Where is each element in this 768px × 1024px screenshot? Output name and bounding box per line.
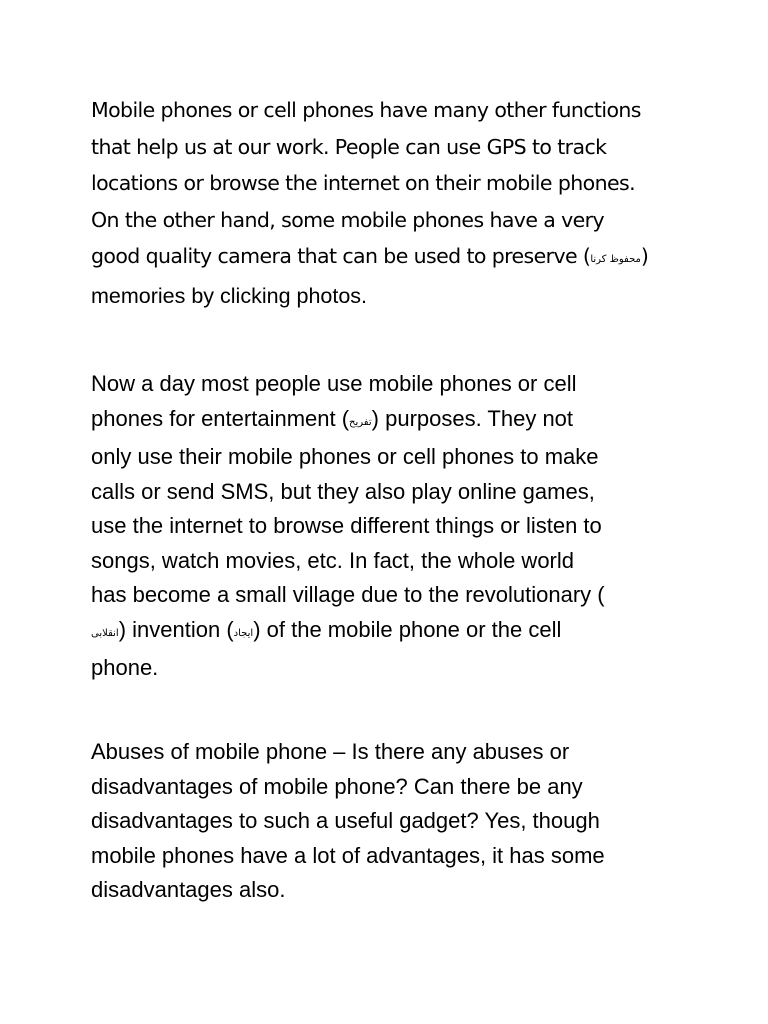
text-line: Mobile phones or cell phones have many other functions	[91, 98, 641, 122]
text-line: disadvantages of mobile phone? Can there be any	[91, 773, 583, 799]
text-line	[91, 402, 691, 441]
text-segment: ) of the mobile phone or the cell	[253, 616, 562, 642]
text-segment: phones for entertainment (	[91, 405, 350, 431]
text-line: use the internet to browse different things or listen to	[91, 513, 602, 538]
text-line: disadvantages also.	[91, 877, 286, 902]
text-segment: ) invention (	[118, 616, 234, 642]
text-line: has become a small village due to the revolutionary (	[91, 582, 605, 607]
paragraph-abuses	[91, 735, 691, 908]
text-line: calls or send SMS, but they also play online games,	[91, 478, 595, 504]
text-line: On the other hand, some mobile phones have a very	[91, 207, 605, 232]
urdu-translation: ایجاد	[233, 627, 254, 639]
text-line: phone.	[91, 655, 159, 680]
text-line	[91, 613, 691, 652]
text-line: locations or browse the internet on their mobile phones.	[91, 171, 635, 195]
text-line	[91, 238, 691, 279]
text-line: only use their mobile phones or cell phones to make	[91, 444, 599, 469]
paragraph-entertainment	[91, 367, 691, 686]
text-line: mobile phones have a lot of advantages, it has some	[91, 842, 605, 868]
urdu-translation: محفوظ کرنا	[590, 254, 641, 265]
text-segment: )	[640, 244, 649, 268]
text-segment: ) purposes. They not	[371, 405, 574, 431]
urdu-translation: انقلابی	[91, 627, 119, 639]
text-line: memories by clicking photos.	[91, 283, 368, 308]
text-line: disadvantages to such a useful gadget? Yes, though	[91, 808, 600, 833]
text-segment: good quality camera that can be used to preserve (	[91, 244, 591, 268]
text-line: songs, watch movies, etc. In fact, the whole world	[91, 547, 575, 573]
paragraph-mobile-functions	[91, 92, 691, 313]
urdu-translation: تفریح	[349, 416, 372, 428]
text-line: Now a day most people use mobile phones or cell	[91, 371, 577, 396]
text-line: Abuses of mobile phone – Is there any abuses or	[91, 739, 570, 764]
text-line: that help us at our work. People can use GPS to track	[91, 134, 607, 159]
